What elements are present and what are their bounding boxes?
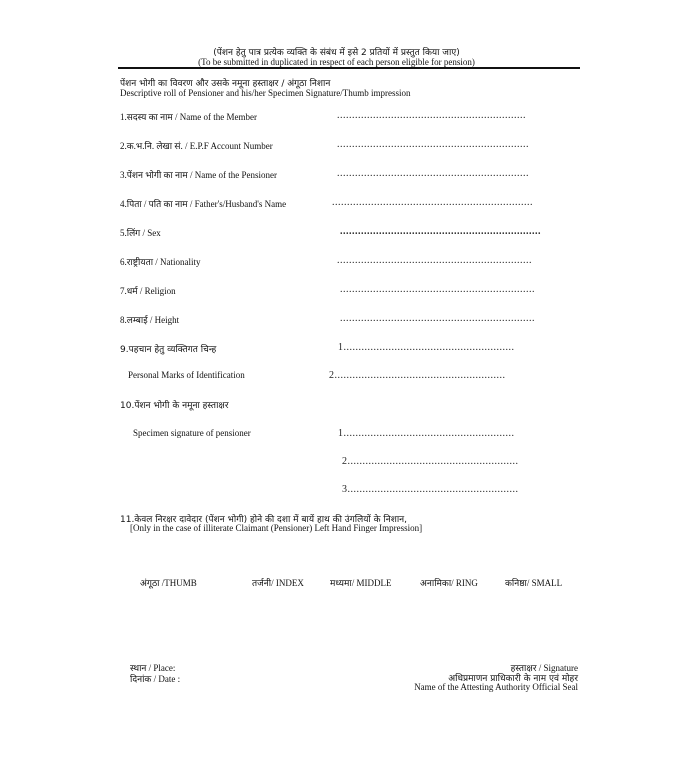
field-blank-height[interactable]: ................................................................. — [340, 313, 535, 324]
field-blank-religion[interactable]: ................................................................. — [340, 284, 535, 295]
footer-authority-english: Name of the Attesting Authority Official Seal — [414, 682, 578, 692]
finger-small-label: कनिष्ठा/ SMALL — [505, 578, 563, 588]
field-label-sex: 5.लिंग / Sex — [120, 228, 161, 238]
field-label-pensioner-name: 3.पेंशन भोगी का नाम / Name of the Pensioner — [120, 170, 277, 180]
field-label-nationality: 6.राष्ट्रीयता / Nationality — [120, 257, 201, 267]
header-rule — [118, 67, 580, 69]
field-blank-sex[interactable]: ................................................................... — [340, 226, 541, 237]
signature-label-english: Specimen signature of pensioner — [133, 428, 251, 438]
field-label-religion: 7.धर्म / Religion — [120, 286, 176, 296]
field-blank-nationality[interactable]: ................................................................. — [337, 255, 532, 266]
footer-place: स्थान / Place: — [130, 663, 176, 673]
illiterate-hindi: 11.केवल निरक्षर दावेदार (पेंशन भोगी) होने की दशा में बायें हाथ की उंगलियों के निशान, — [120, 515, 408, 525]
finger-ring-label: अनामिका/ RING — [420, 578, 478, 588]
finger-thumb-label: अंगूठा /THUMB — [140, 578, 197, 588]
illiterate-english: [Only in the case of illiterate Claimant (Pensioner) Left Hand Finger Impression] — [130, 523, 423, 533]
finger-index-label: तर्जनी/ INDEX — [252, 578, 304, 588]
intro-hindi: पेंशन भोगी का विवरण और उसके नमूना हस्ताक्षर / अंगूठा निशान — [120, 79, 331, 89]
identification-mark-1[interactable]: 1......................................................... — [338, 342, 515, 353]
finger-middle-label: मध्यमा/ MIDDLE — [330, 578, 392, 588]
identification-mark-2[interactable]: 2......................................................... — [329, 370, 506, 381]
field-blank-pensioner-name[interactable]: ................................................................ — [337, 168, 529, 179]
header-english: (To be submitted in duplicated in respect of each person eligible for pension) — [198, 57, 475, 67]
field-blank-member-name[interactable]: ............................................................... — [337, 110, 526, 121]
signature-label-hindi: 10.पेंशन भोगी के नमूना हस्ताक्षर — [120, 401, 229, 411]
footer-date: दिनांक / Date : — [130, 674, 181, 684]
signature-line-1[interactable]: 1......................................................... — [338, 428, 515, 439]
signature-line-2[interactable]: 2......................................................... — [342, 456, 519, 467]
field-blank-father-husband-name[interactable]: ................................................................... — [332, 197, 533, 208]
footer-authority-hindi: अधिप्रमाणन प्राधिकारी के नाम एवं मोहर — [448, 674, 578, 684]
field-label-epf-number: 2.क.भ.नि. लेखा सं. / E.P.F Account Number — [120, 141, 273, 151]
identification-label-english: Personal Marks of Identification — [128, 370, 245, 380]
field-label-height: 8.लम्बाई / Height — [120, 315, 180, 325]
footer-signature: हस्ताक्षर / Signature — [510, 663, 578, 673]
intro-english: Descriptive roll of Pensioner and his/her Specimen Signature/Thumb impression — [120, 88, 411, 98]
field-blank-epf-number[interactable]: ................................................................ — [337, 139, 529, 150]
field-label-member-name: 1.सदस्य का नाम / Name of the Member — [120, 112, 258, 122]
identification-label-hindi: 9.पहचान हेतु व्यक्तिगत चिन्ह — [120, 345, 217, 355]
header-hindi: (पेंशन हेतु पात्र प्रत्येक व्यक्ति के संबंध में इसे 2 प्रतियों में प्रस्तुत किया जाए) — [213, 48, 460, 58]
field-label-father-husband-name: 4.पिता / पति का नाम / Father's/Husband's Name — [120, 199, 287, 209]
signature-line-3[interactable]: 3......................................................... — [342, 484, 519, 495]
